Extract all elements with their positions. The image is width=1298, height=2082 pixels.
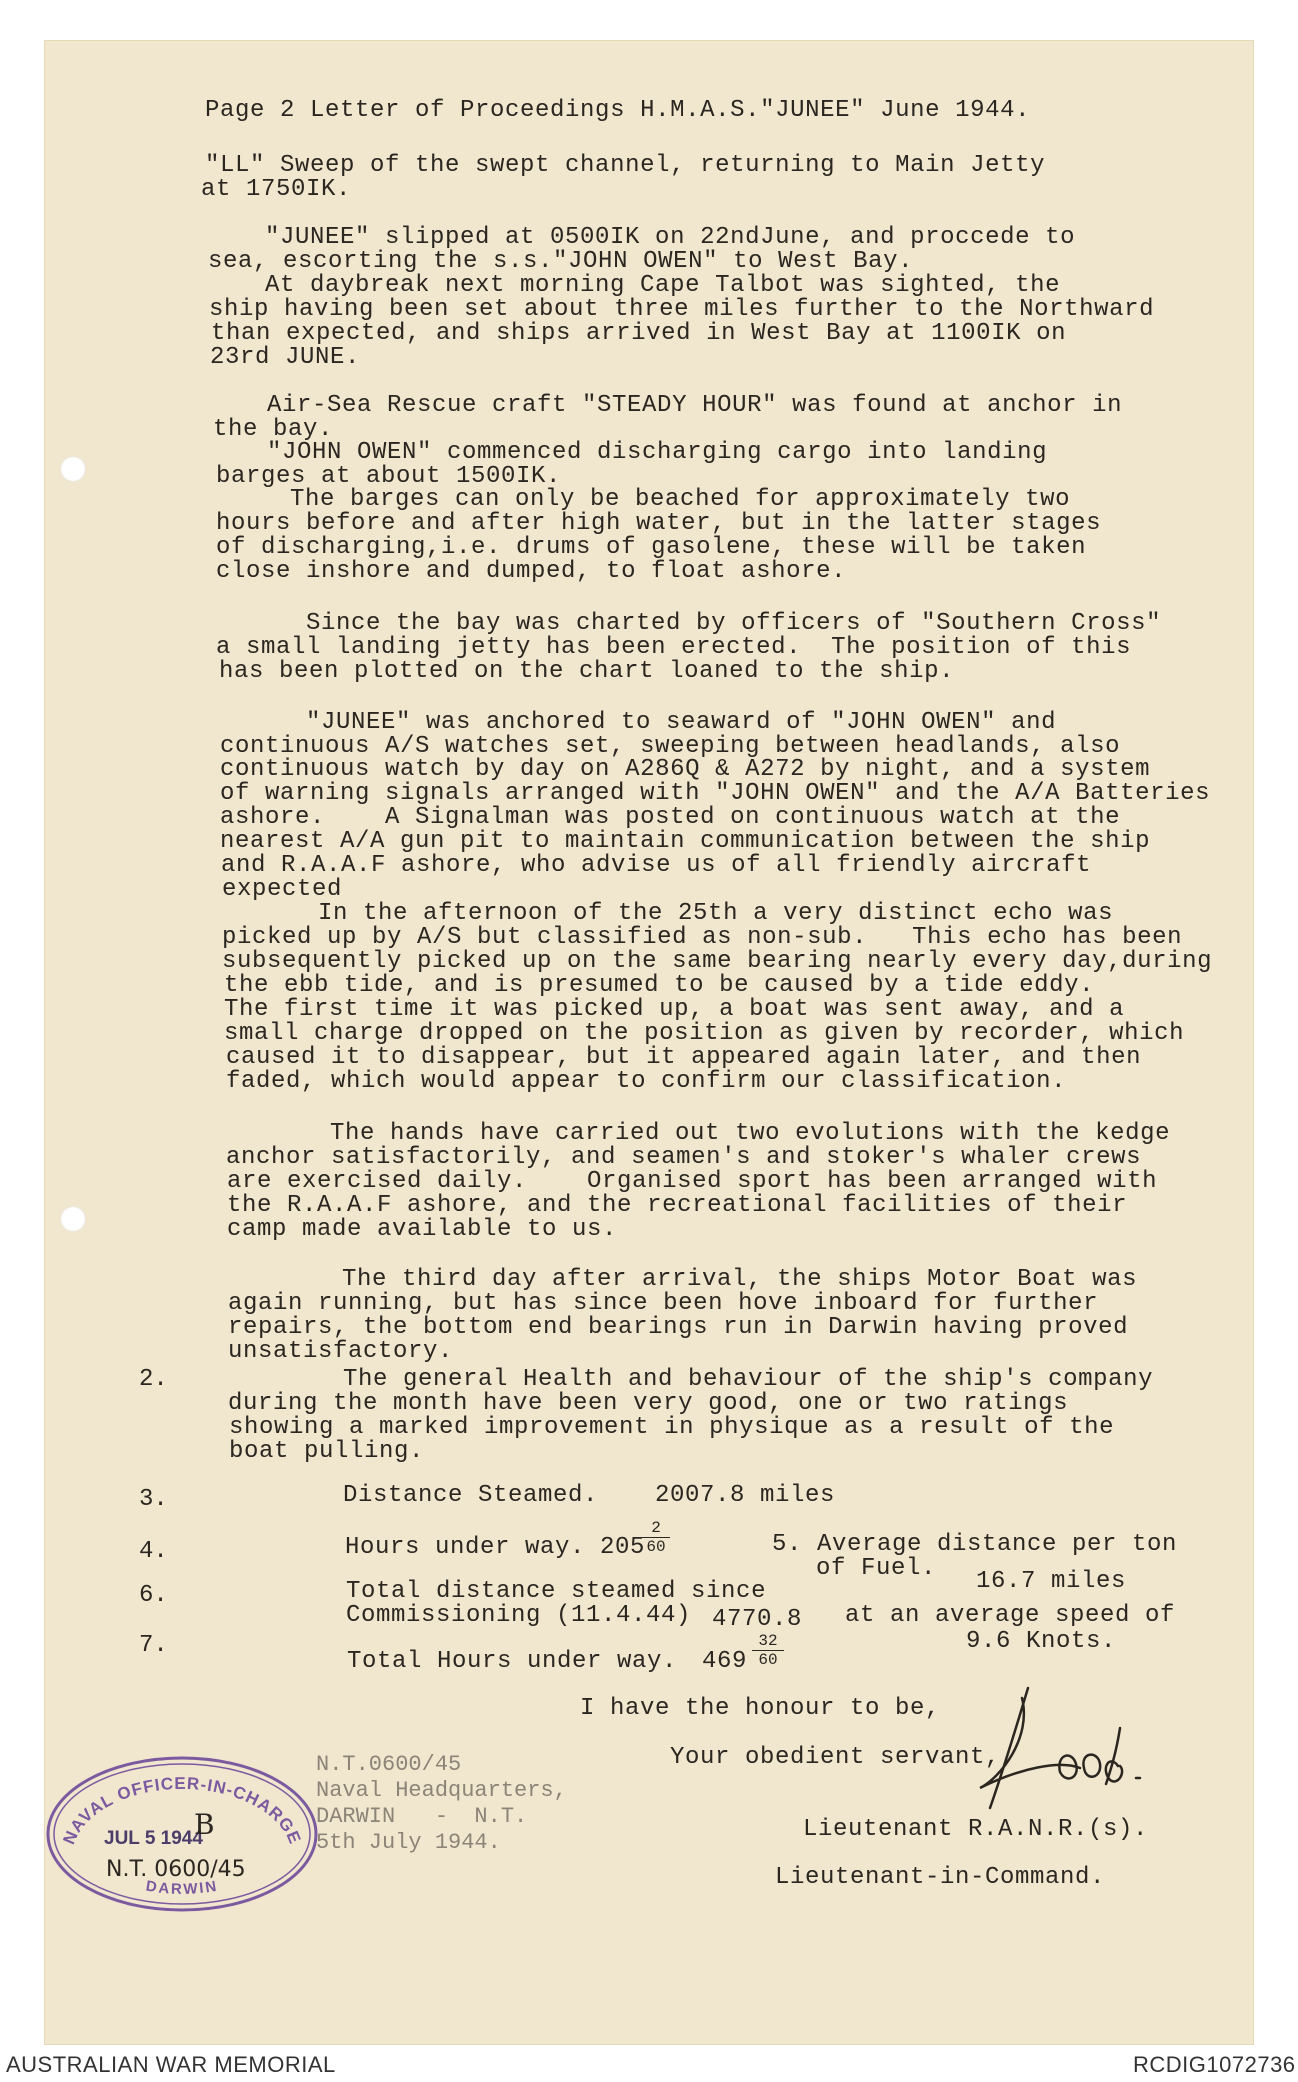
signature: [960, 1668, 1160, 1828]
letter-line: At daybreak next morning Cape Talbot was sighted, the: [265, 272, 1061, 299]
letter-line: sea, escorting the s.s."JOHN OWEN" to West Bay.: [208, 248, 914, 275]
closing-rank: Lieutenant R.A.N.R.(s).: [803, 1816, 1149, 1843]
page-header: Page 2 Letter of Proceedings H.M.A.S."JUNEE" June 1944.: [205, 97, 1031, 124]
avg-speed-label: at an average speed of: [845, 1602, 1176, 1629]
letter-line: again running, but has since been hove inboard for further: [228, 1290, 1099, 1317]
distance-label: Distance Steamed.: [343, 1482, 599, 1509]
letter-line: "JUNEE" slipped at 0500IK on 22ndJune, and proccede to: [265, 224, 1076, 251]
letter-line: hours before and after high water, but in the latter stages: [216, 510, 1102, 537]
letter-line: subsequently picked up on the same bearing nearly every day,during: [222, 948, 1213, 975]
letter-line: The barges can only be beached for approximately two: [290, 486, 1071, 513]
carbon-hq: Naval Headquarters,: [316, 1778, 567, 1803]
carbon-place: DARWIN - N.T.: [316, 1804, 528, 1829]
closing-honour: I have the honour to be,: [580, 1695, 941, 1722]
letter-line: continuous watch by day on A286Q & A272 by night, and a system: [220, 756, 1151, 783]
letter-line: close inshore and dumped, to float ashore.: [216, 558, 847, 585]
letter-line: The hands have carried out two evolutions with the kedge: [330, 1120, 1171, 1147]
letter-line: small charge dropped on the position as given by recorder, which: [224, 1020, 1185, 1047]
punch-hole: [60, 456, 86, 482]
letter-line: at 1750IK.: [201, 176, 352, 203]
stamp-date: JUL 5 1944: [104, 1828, 203, 1849]
punch-hole: [60, 1206, 86, 1232]
avg-distance-label-2: of Fuel.: [816, 1555, 937, 1582]
footer-left: AUSTRALIAN WAR MEMORIAL: [6, 2052, 336, 2077]
letter-line: The third day after arrival, the ships Motor Boat was: [342, 1266, 1138, 1293]
letter-line: expected: [222, 876, 343, 903]
stamp-bottom-text: DARWIN: [144, 1877, 220, 1898]
hours-label: Hours under way. 205: [345, 1534, 646, 1561]
para-number: 6.: [139, 1582, 168, 1609]
letter-line: caused it to disappear, but it appeared again later, and then: [226, 1044, 1142, 1071]
total-hours-fraction: [752, 1633, 784, 1668]
letter-line: 23rd JUNE.: [210, 344, 361, 371]
letter-line: "LL" Sweep of the swept channel, returning to Main Jetty: [205, 152, 1046, 179]
letter-line: of warning signals arranged with "JOHN OWEN" and the A/A Batteries: [220, 780, 1211, 807]
letter-line: "JOHN OWEN" commenced discharging cargo into landing: [267, 439, 1048, 466]
total-hours-label: Total Hours under way.: [347, 1648, 678, 1675]
letter-line: The first time it was picked up, a boat was sent away, and a: [224, 996, 1125, 1023]
total-hours-fraction-numerator: 32: [758, 1632, 778, 1650]
letter-line: during the month have been very good, one or two ratings: [228, 1390, 1069, 1417]
avg-distance-value: 16.7 miles: [976, 1568, 1127, 1595]
letter-line: than expected, and ships arrived in West Bay at 1100IK on: [211, 320, 1067, 347]
letter-line: Air-Sea Rescue craft "STEADY HOUR" was found at anchor in: [267, 392, 1123, 419]
letter-line: of discharging,i.e. drums of gasolene, these will be taken: [216, 534, 1087, 561]
letter-line: picked up by A/S but classified as non-sub. This echo has been: [222, 924, 1183, 951]
naval-officer-stamp: [44, 1752, 320, 1914]
para-number: 3.: [139, 1486, 168, 1513]
letter-line: continuous A/S watches set, sweeping between headlands, also: [220, 733, 1121, 760]
letter-line: boat pulling.: [229, 1438, 425, 1465]
letter-line: "JUNEE" was anchored to seaward of "JOHN OWEN" and: [306, 709, 1057, 736]
carbon-ref: N.T.0600/45: [316, 1752, 462, 1777]
total-distance-label-2: Commissioning (11.4.44): [346, 1602, 692, 1629]
para-number: 4.: [139, 1538, 168, 1565]
para-number: 7.: [139, 1632, 168, 1659]
letter-line: barges at about 1500IK.: [216, 463, 562, 490]
stamp-ref-number: N.T. 0600/45: [106, 1857, 246, 1882]
letter-line: showing a marked improvement in physique as a result of the: [229, 1414, 1115, 1441]
avg-speed-value: 9.6 Knots.: [966, 1628, 1117, 1655]
letter-line: In the afternoon of the 25th a very distinct echo was: [318, 900, 1114, 927]
total-distance-label: Total distance steamed since: [346, 1578, 767, 1605]
avg-distance-label: 5. Average distance per ton: [772, 1531, 1178, 1558]
letter-line: are exercised daily. Organised sport has been arranged with: [227, 1168, 1158, 1195]
letter-line: nearest A/A gun pit to maintain communication between the ship: [220, 828, 1151, 855]
hours-fraction: [642, 1520, 670, 1555]
closing-servant: Your obedient servant,: [670, 1744, 1001, 1771]
letter-line: unsatisfactory.: [228, 1338, 454, 1365]
total-hours-value: 469: [702, 1648, 748, 1675]
stamp-handwritten-mark: B: [194, 1808, 215, 1841]
letter-line: camp made available to us.: [227, 1216, 618, 1243]
letter-line: Since the bay was charted by officers of "Southern Cross": [306, 610, 1162, 637]
letter-line: the bay.: [213, 416, 334, 443]
letter-line: ashore. A Signalman was posted on continuous watch at the: [220, 804, 1121, 831]
total-hours-fraction-denominator: 60: [758, 1651, 778, 1669]
hours-fraction-denominator: 60: [646, 1538, 666, 1556]
closing-title: Lieutenant-in-Command.: [775, 1864, 1106, 1891]
letter-line: The general Health and behaviour of the ship's company: [343, 1366, 1154, 1393]
letter-line: faded, which would appear to confirm our classification.: [226, 1068, 1067, 1095]
stamp-arc-text: NAVAL OFFICER-IN-CHARGE: [59, 1773, 305, 1848]
letter-line: ship having been set about three miles further to the Northward: [209, 296, 1155, 323]
total-distance-value: 4770.8: [712, 1606, 803, 1633]
letter-line: a small landing jetty has been erected. The position of this: [216, 634, 1132, 661]
letter-line: the ebb tide, and is presumed to be caused by a tide eddy.: [224, 972, 1095, 999]
letter-line: and R.A.A.F ashore, who advise us of all friendly aircraft: [221, 852, 1092, 879]
para-number: 2.: [139, 1366, 168, 1393]
footer-right: RCDIG1072736: [1133, 2052, 1296, 2077]
letter-line: the R.A.A.F ashore, and the recreational facilities of their: [227, 1192, 1128, 1219]
letter-line: repairs, the bottom end bearings run in Darwin having proved: [228, 1314, 1129, 1341]
letter-line: anchor satisfactorily, and seamen's and stoker's whaler crews: [226, 1144, 1142, 1171]
hours-fraction-numerator: 2: [651, 1519, 661, 1537]
carbon-date: 5th July 1944.: [316, 1830, 501, 1855]
letter-line: has been plotted on the chart loaned to the ship.: [219, 658, 955, 685]
distance-value: 2007.8 miles: [655, 1482, 836, 1509]
